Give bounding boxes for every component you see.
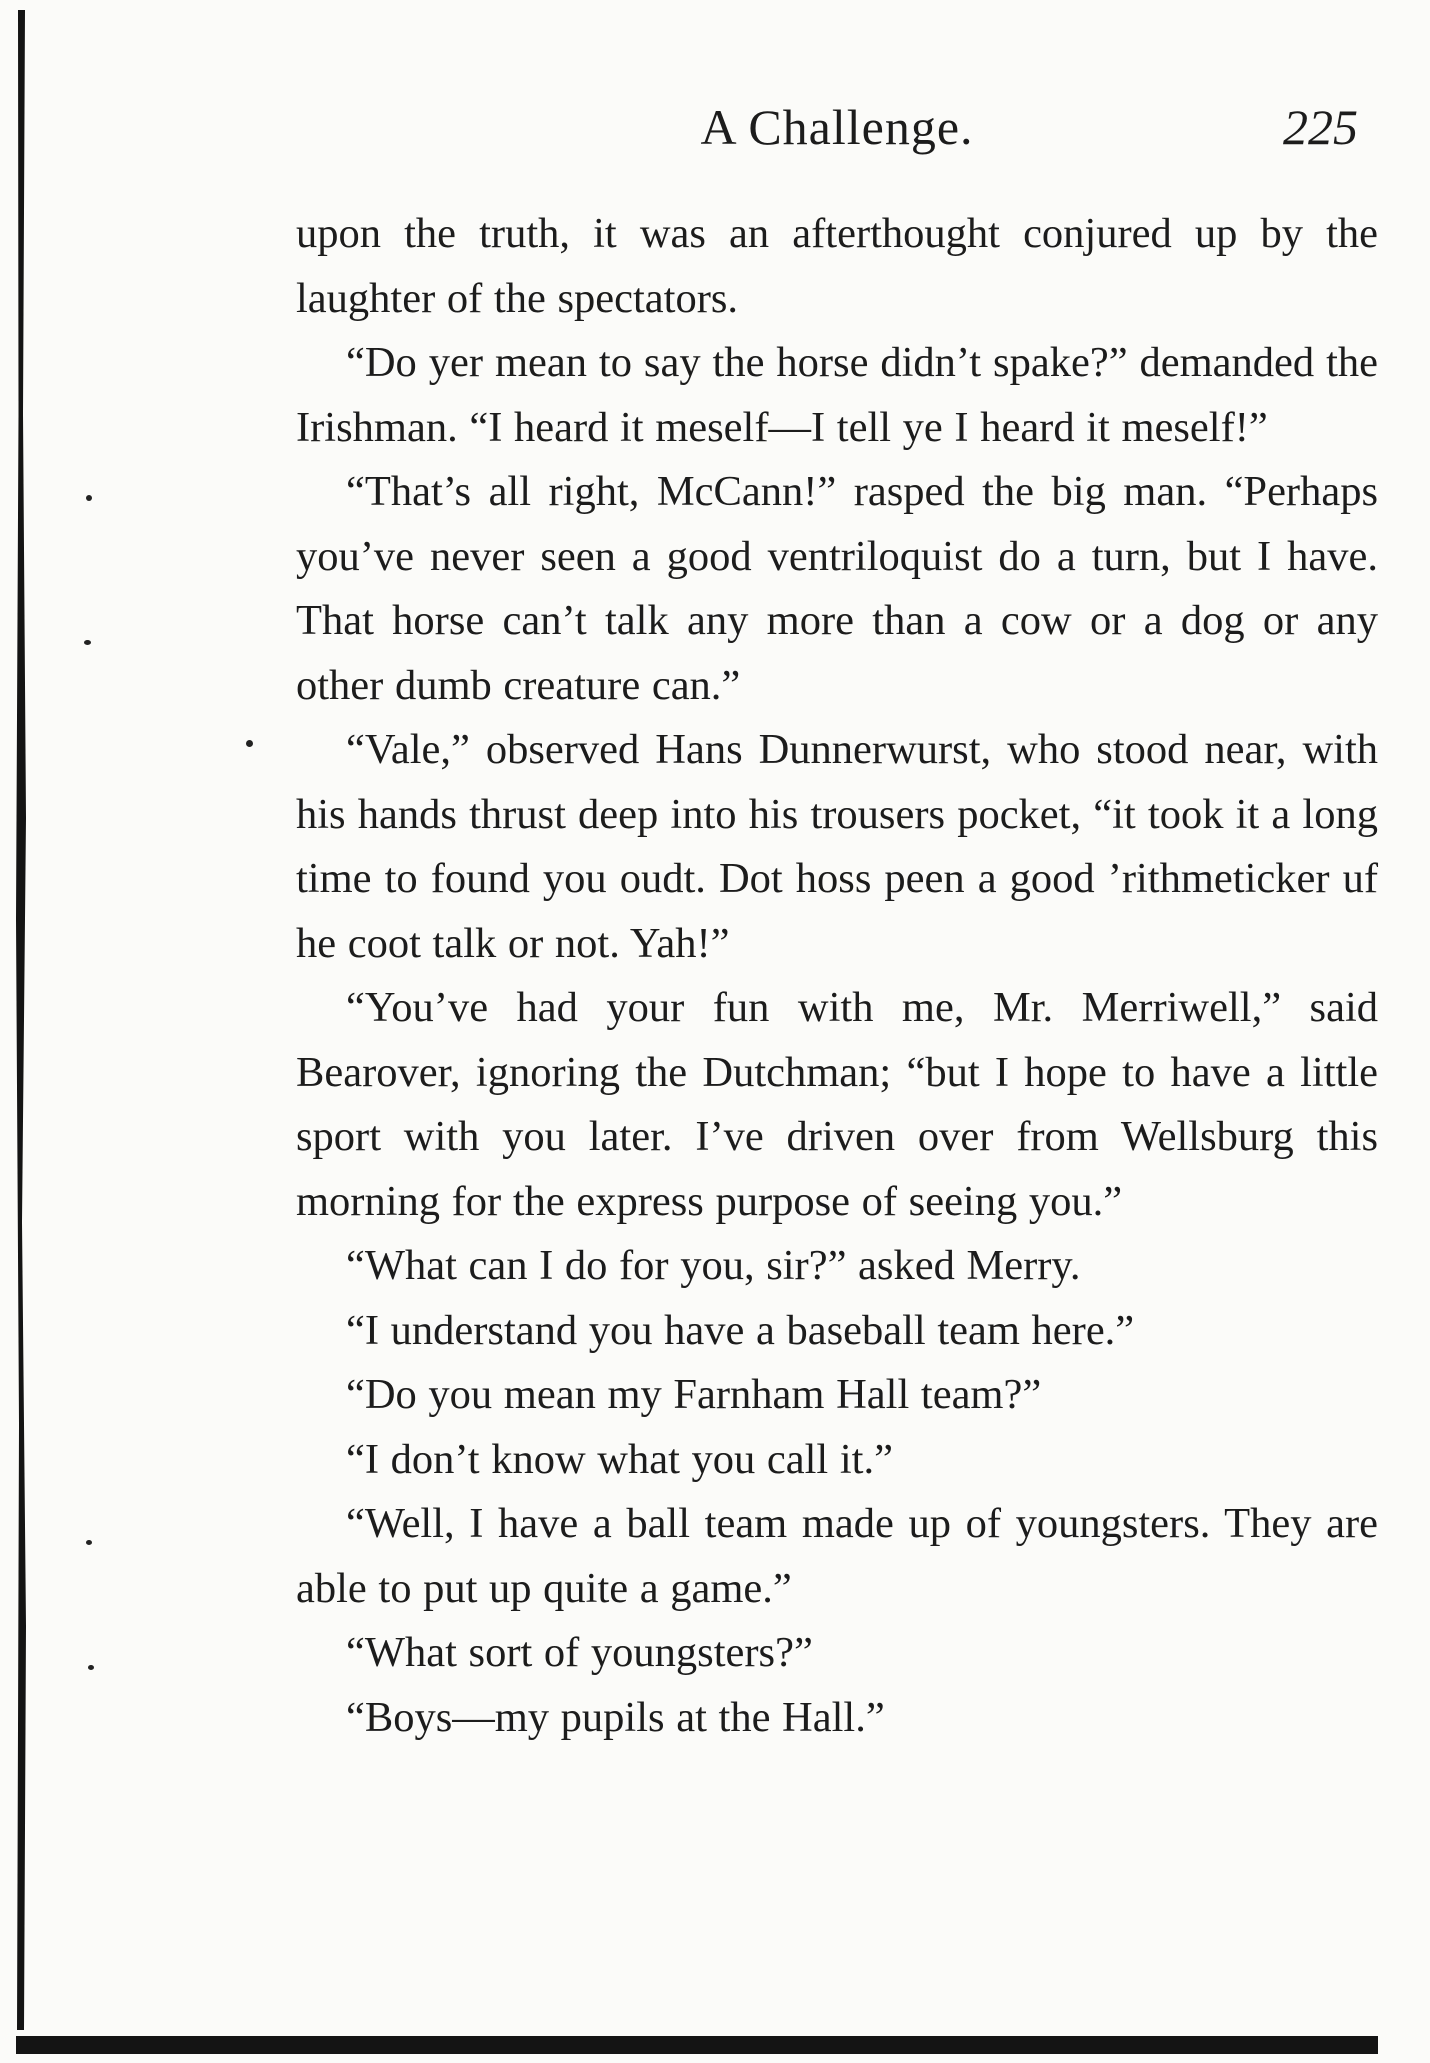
binding-edge-rule <box>16 10 26 2030</box>
paragraph: “You’ve had your fun with me, Mr. Merriwell,” said Bearover, ignoring the Dutchman; “but I hope to have a little sport with you later. I’ve driven over from Wellsburg this morning for the express purpose of seeing you.” <box>296 984 1378 1225</box>
paragraph: “I understand you have a baseball team here.” <box>346 1306 1135 1354</box>
bottom-border-rule <box>16 2036 1378 2054</box>
paragraph: upon the truth, it was an afterthought conjured up by the laughter of the spectators. <box>296 210 1378 322</box>
paragraph: “What can I do for you, sir?” asked Merry. <box>346 1242 1081 1289</box>
body-text <box>296 202 1378 1750</box>
page-header <box>296 98 1378 168</box>
paragraph: “Vale,” observed Hans Dunnerwurst, who stood near, with his hands thrust deep into his trousers pocket, “it took it a long time to found you oudt. Dot hoss peen a good ’rithmeticker uf he coot talk or not. Yah!” <box>296 726 1378 967</box>
paragraph: “Do yer mean to say the horse didn’t spake?” demanded the Irishman. “I heard it meself—I tell ye I heard it meself!” <box>296 339 1378 451</box>
paragraph: “That’s all right, McCann!” rasped the big man. “Perhaps you’ve never seen a good ventriloquist do a turn, but I have. That horse can’t talk any more than a cow or a dog or any other dumb creature can.” <box>296 468 1378 709</box>
paragraph: “What sort of youngsters?” <box>346 1629 813 1676</box>
paragraph: “I don’t know what you call it.” <box>346 1435 893 1483</box>
page-number: 225 <box>1283 99 1358 155</box>
paragraph: “Boys—my pupils at the Hall.” <box>346 1693 885 1741</box>
running-title: A Challenge. <box>700 99 974 155</box>
paragraph: “Do you mean my Farnham Hall team?” <box>346 1371 1042 1418</box>
paragraph: “Well, I have a ball team made up of youngsters. They are able to put up quite a game.” <box>296 1500 1378 1612</box>
